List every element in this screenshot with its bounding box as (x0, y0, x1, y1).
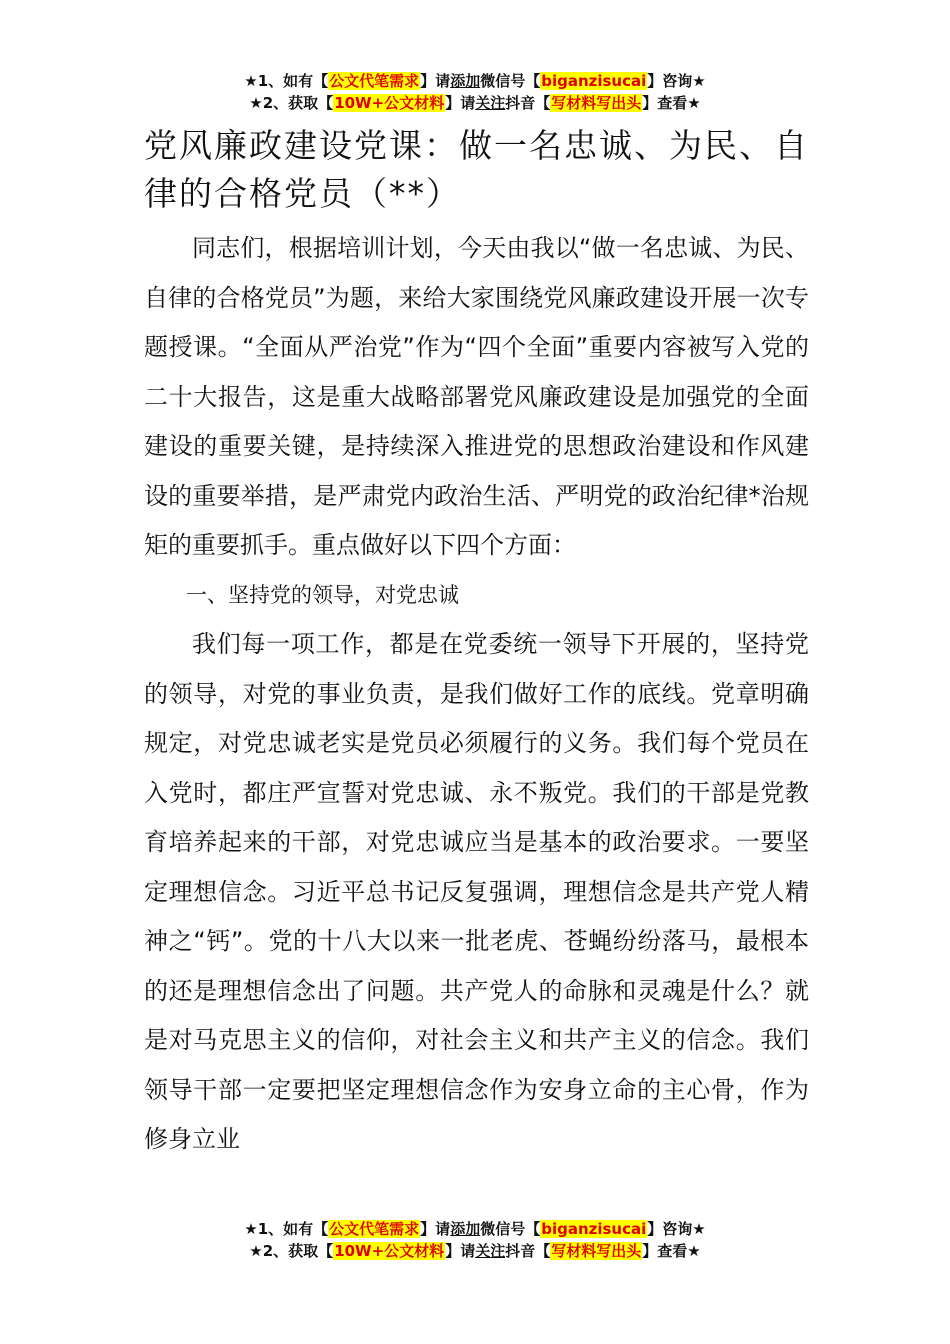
header-banner (0, 70, 950, 114)
highlight-douyin-account: 写材料写出头 (551, 94, 642, 112)
banner-line-2: ★2、获取【10W+公文材料】请关注抖音【写材料写出头】查看★ (249, 94, 701, 112)
highlight-wechat-id: biganzisucai (541, 1220, 647, 1238)
banner-line-2: ★2、获取【10W+公文材料】请关注抖音【写材料写出头】查看★ (249, 1242, 701, 1260)
highlight-materials: 10W+公文材料 (334, 94, 445, 112)
paragraph-intro: 同志们，根据培训计划，今天由我以“做一名忠诚、为民、自律的合格党员”为题，来给大家围绕党风廉政建设开展一次专题授课。“全面从严治党”作为“四个全面”重要内容被写入党的二十大报告，这是重大战略部署党风廉政建设是加强党的全面建设的重要关键，是持续深入推进党的思想政治建设和作风建设的重要举措，是严肃党内政治生活、严明党的政治纪律*治规矩的重要抓手。重点做好以下四个方面： (144, 234, 809, 559)
highlight-service: 公文代笔需求 (329, 1220, 420, 1238)
paragraph-section-1: 我们每一项工作，都是在党委统一领导下开展的，坚持党的领导，对党的事业负责，是我们做好工作的底线。党章明确规定，对党忠诚老实是党员必须履行的义务。我们每个党员在入党时，都庄严宣誓对党忠诚、永不叛党。我们的干部是党教育培养起来的干部，对党忠诚应当是基本的政治要求。一要坚定理想信念。习近平总书记反复强调，理想信念是共产党人精神之“钙”。党的十八大以来一批老虎、苍蝇纷纷落马，最根本的还是理想信念出了问题。共产党人的命脉和灵魂是什么？就是对马克思主义的信仰，对社会主义和共产主义的信念。我们领导干部一定要把坚定理想信念作为安身立命的主心骨，作为修身立业 (144, 630, 809, 1153)
banner-line-1: ★1、如有【公文代笔需求】请添加微信号【biganzisucai】咨询★ (244, 1220, 706, 1238)
document-title: 党风廉政建设党课：做一名忠诚、为民、自律的合格党员（**） (144, 126, 809, 213)
highlight-douyin-account: 写材料写出头 (551, 1242, 642, 1260)
highlight-materials: 10W+公文材料 (334, 1242, 445, 1260)
highlight-service: 公文代笔需求 (329, 72, 420, 90)
footer-banner (0, 1218, 950, 1262)
section-heading-1: 一、坚持党的领导，对党忠诚 (186, 582, 459, 607)
document-body (144, 224, 809, 1165)
highlight-wechat-id: biganzisucai (541, 72, 647, 90)
banner-line-1: ★1、如有【公文代笔需求】请添加微信号【biganzisucai】咨询★ (244, 72, 706, 90)
